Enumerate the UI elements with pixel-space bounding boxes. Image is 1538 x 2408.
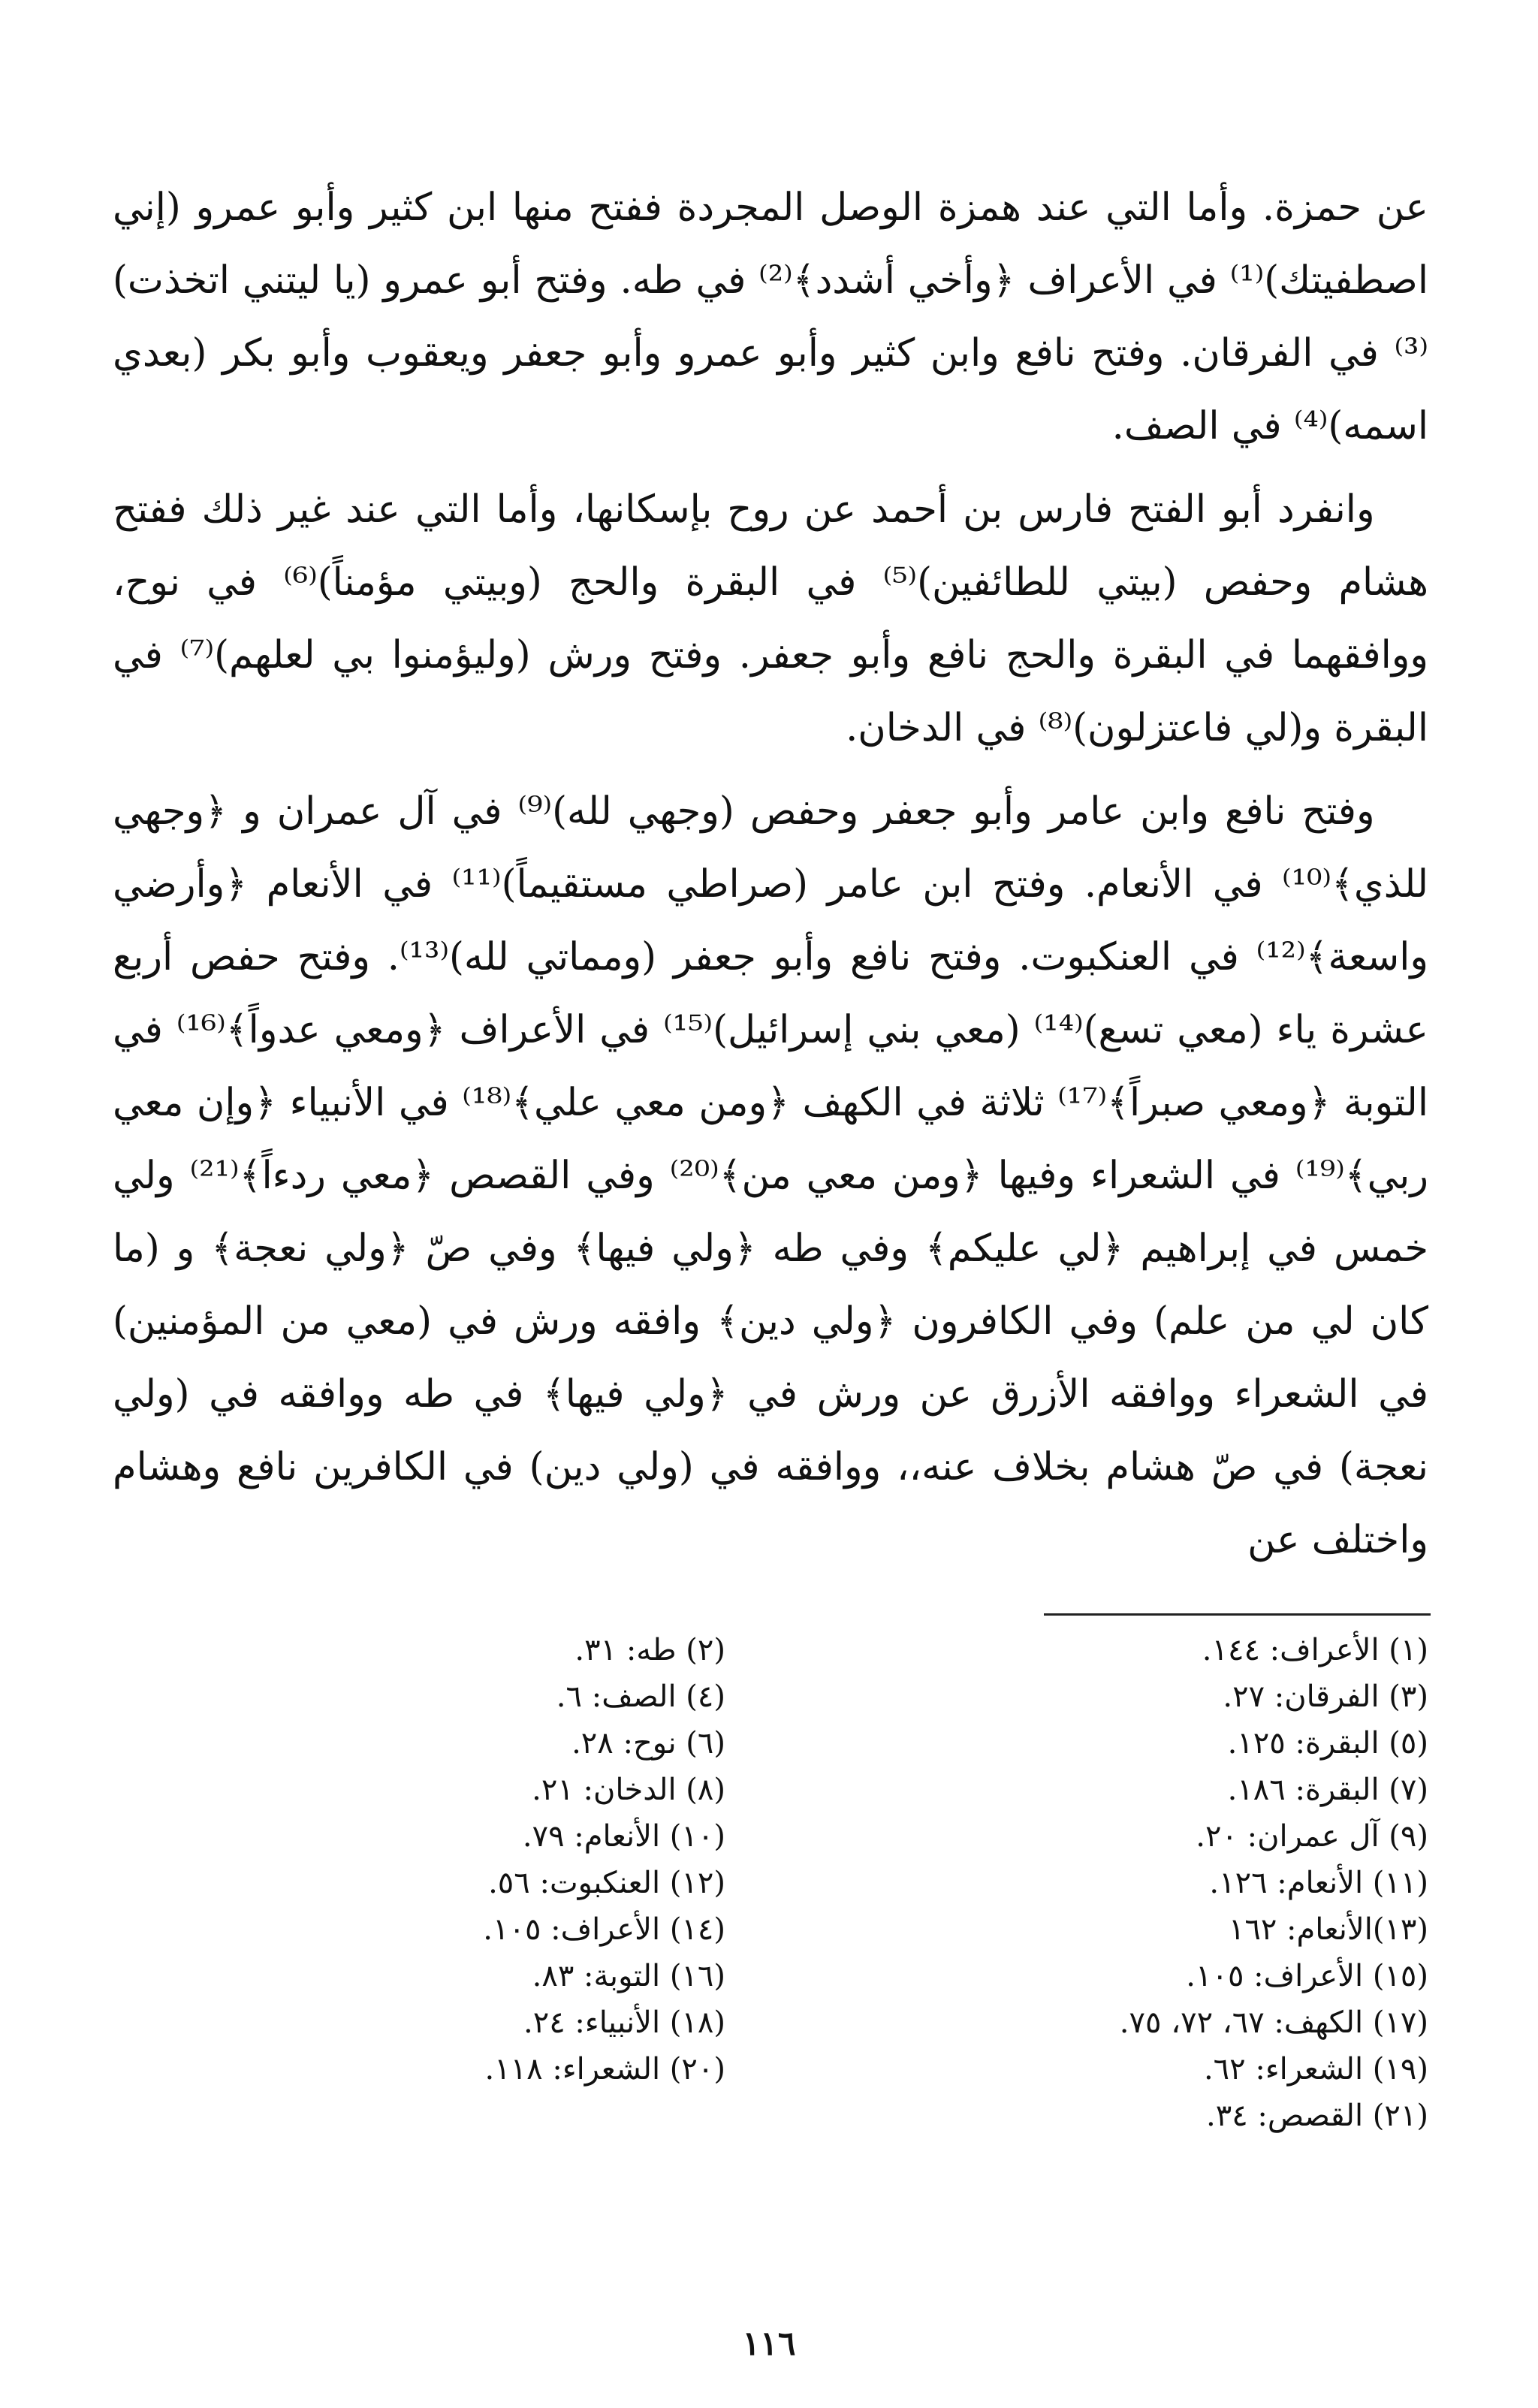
footnote: (١٨) الأنبياء: ٢٤. <box>523 2005 725 2040</box>
footnote-row <box>113 1813 1428 1860</box>
footnote: (٤) الصف: ٦. <box>556 1679 725 1714</box>
footnote: (١) الأعراف: ١٤٤. <box>1202 1633 1428 1667</box>
footnote <box>113 2093 771 2139</box>
footnote: (٢) طه: ٣١. <box>574 1633 725 1667</box>
footnote-row <box>113 1673 1428 1720</box>
footnote: (١٢) العنكبوت: ٥٦. <box>488 1866 725 1900</box>
footnote-row <box>113 1767 1428 1813</box>
footnote: (٣) الفرقان: ٢٧. <box>1223 1679 1428 1714</box>
footnote: (١٩) الشعراء: ٦٢. <box>1203 2052 1428 2087</box>
footnote: (١١) الأنعام: ١٢٦. <box>1209 1866 1428 1900</box>
footnote-row <box>113 1999 1428 2046</box>
footnotes <box>113 1627 1428 2139</box>
footnote: (١٦) التوبة: ٨٣. <box>532 1959 725 1993</box>
footnote: (٢١) القصص: ٣٤. <box>1205 2099 1428 2133</box>
paragraph-2: وانفرد أبو الفتح فارس بن أحمد عن روح بإسكانها، وأما التي عند غير ذلك ففتح هشام وحفص (بيتي للطائفين)⁽⁵⁾ في البقرة والحج (وبيتي مؤمناً)⁽⁶⁾ في نوح، ووافقهما في البقرة والحج نافع وأبو جعفر. وفتح ورش (وليؤمنوا بي لعلهم)⁽⁷⁾ في البقرة و(لي فاعتزلون)⁽⁸⁾ في الدخان. <box>113 487 1428 750</box>
footnote: (٥) البقرة: ١٢٥. <box>1227 1726 1428 1761</box>
footnote: (٢٠) الشعراء: ١١٨. <box>484 2052 725 2087</box>
paragraph-3: وفتح نافع وابن عامر وأبو جعفر وحفص (وجهي لله)⁽⁹⁾ في آل عمران و ﴿وجهي للذي﴾⁽¹⁰⁾ في الأنعام. وفتح ابن عامر (صراطي مستقيماً)⁽¹¹⁾ في الأنعام ﴿وأرضي واسعة﴾⁽¹²⁾ في العنكبوت. وفتح نافع وأبو جعفر (ومماتي لله)⁽¹³⁾. وفتح حفص أربع عشرة ياء (معي تسع)⁽¹⁴⁾ (معي بني إسرائيل)⁽¹⁵⁾ في الأعراف ﴿ومعي عدواً﴾⁽¹⁶⁾ في التوبة ﴿ومعي صبراً﴾⁽¹⁷⁾ ثلاثة في الكهف ﴿ومن معي علي﴾⁽¹⁸⁾ في الأنبياء ﴿وإن معي ربي﴾⁽¹⁹⁾ في الشعراء وفيها ﴿ومن معي من﴾⁽²⁰⁾ وفي القصص ﴿معي ردءاً﴾⁽²¹⁾ ولي خمس في إبراهيم ﴿لي عليكم﴾ وفي طه ﴿ولي فيها﴾ وفي صّ ﴿ولي نعجة﴾ و (ما كان لي من علم) وفي الكافرون ﴿ولي دين﴾ وافقه ورش في (معي من المؤمنين) في الشعراء ووافقه الأزرق عن ورش في ﴿ولي فيها﴾ في طه ووافقه في (ولي نعجة) في صّ هشام بخلاف عنه،، ووافقه في (ولي دين) في الكافرين نافع وهشام واختلف عن <box>113 789 1429 1562</box>
footnote: (٨) الدخان: ٢١. <box>532 1773 725 1807</box>
paragraph-1: عن حمزة. وأما التي عند همزة الوصل المجردة ففتح منها ابن كثير وأبو عمرو (إني اصطفيتك)⁽¹⁾ في الأعراف ﴿وأخي أشدد﴾⁽²⁾ في طه. وفتح أبو عمرو (يا ليتني اتخذت)⁽³⁾ في الفرقان. وفتح نافع وابن كثير وأبو عمرو وأبو جعفر ويعقوب وأبو بكر (بعدي اسمه)⁽⁴⁾ في الصف. <box>113 186 1428 448</box>
footnote: (٩) آل عمران: ٢٠. <box>1196 1819 1428 1854</box>
footnote-row <box>113 1953 1428 1999</box>
footnote-row <box>113 2093 1428 2139</box>
footnote: (١٠) الأنعام: ٧٩. <box>522 1819 725 1854</box>
footnote-row <box>113 1627 1428 1673</box>
footnote: (٦) نوح: ٢٨. <box>571 1726 725 1761</box>
footnote-row <box>113 1860 1428 1906</box>
footnote: (١٥) الأعراف: ١٠٥. <box>1186 1959 1428 1993</box>
footnote: (٧) البقرة: ١٨٦. <box>1227 1773 1428 1807</box>
footnote: (١٣)الأنعام: ١٦٢ <box>1228 1912 1428 1947</box>
footnote-row <box>113 1720 1428 1767</box>
page-number: ١١٦ <box>742 2325 796 2363</box>
footnote-row <box>113 2046 1428 2093</box>
footnote: (١٧) الكهف: ٦٧، ٧٢، ٧٥. <box>1119 2005 1428 2040</box>
footnote-separator <box>1044 1613 1431 1616</box>
footnote: (١٤) الأعراف: ١٠٥. <box>483 1912 725 1947</box>
main-text <box>113 171 1428 1587</box>
footnote-row <box>113 1906 1428 1953</box>
